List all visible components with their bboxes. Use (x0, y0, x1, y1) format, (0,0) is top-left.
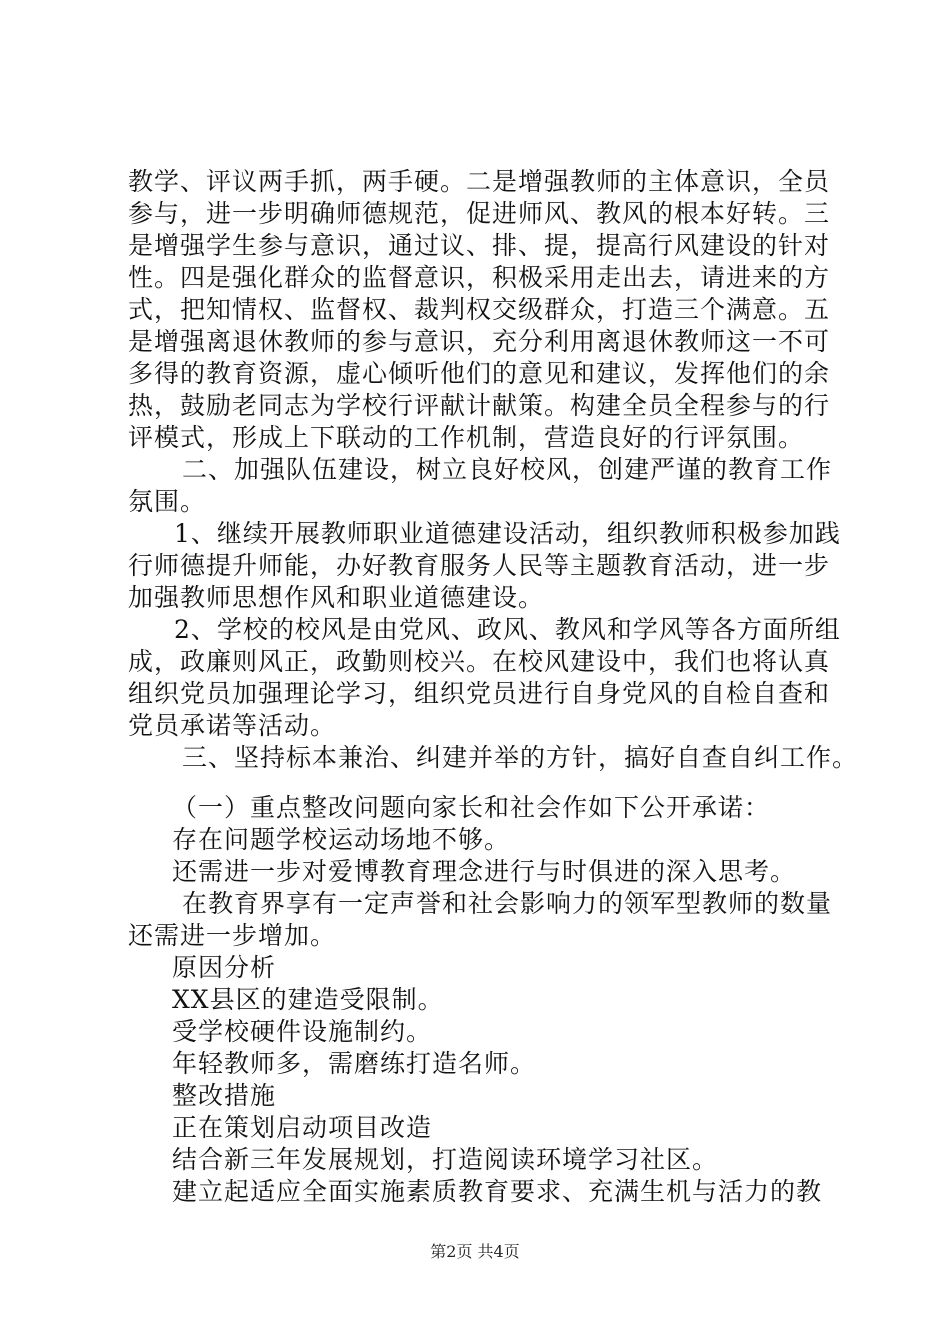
text-line: 教学、评议两手抓，两手硬。二是增强教师的主体意识，全员 (128, 167, 831, 196)
text-line: 氛围。 (128, 487, 207, 516)
text-line: 性。四是强化群众的监督意识，积极采用走出去，请进来的方 (128, 263, 831, 292)
text-line: 加强教师思想作风和职业道德建设。 (128, 583, 545, 612)
text-line: 在教育界享有一定声誉和社会影响力的领军型教师的数量 (182, 889, 833, 918)
paragraph-gap (128, 774, 848, 792)
text-line: 还需进一步对爱博教育理念进行与时俱进的深入思考。 (172, 857, 797, 886)
page-footer: 第2页 共4页 (430, 1242, 520, 1261)
text-line: 参与，进一步明确师德规范，促进师风、教风的根本好转。三 (128, 199, 831, 228)
text-line: 党员承诺等活动。 (128, 711, 337, 740)
text-line: 行师德提升师能，办好教育服务人民等主题教育活动，进一步 (128, 551, 831, 580)
text-line: 原因分析 (172, 953, 277, 982)
text-line: 1、继续开展教师职业道德建设活动，组织教师积极参加践 (174, 519, 841, 548)
text-line: 组织党员加强理论学习，组织党员进行自身党风的自检自查和 (128, 679, 831, 708)
text-line: 正在策划启动项目改造 (172, 1113, 433, 1142)
text-line: 是增强学生参与意识，通过议、排、提，提高行风建设的针对 (128, 231, 831, 260)
text-line: 还需进一步增加。 (128, 921, 337, 950)
text-line: 整改措施 (172, 1081, 277, 1110)
text-line: 2、学校的校风是由党风、政风、教风和学风等各方面所组 (174, 615, 841, 644)
text-line: 年轻教师多，需磨练打造名师。 (172, 1049, 537, 1078)
text-line: XX县区的建造受限制。 (172, 985, 444, 1014)
text-line: 结合新三年发展规划，打造阅读环境学习社区。 (172, 1145, 719, 1174)
text-line: 式，把知情权、监督权、裁判权交级群众，打造三个满意。五 (128, 295, 831, 324)
section-heading: 二、加强队伍建设，树立良好校风，创建严谨的教育工作 (182, 455, 833, 484)
text-line: 是增强离退休教师的参与意识，充分利用离退休教师这一不可 (128, 327, 831, 356)
text-line: 热，鼓励老同志为学校行评献计献策。构建全员全程参与的行 (128, 391, 831, 420)
text-line: 存在问题学校运动场地不够。 (172, 825, 511, 854)
section-heading: 三、坚持标本兼治、纠建并举的方针，搞好自查自纠工作。 (182, 743, 859, 772)
text-line: 成，政廉则风正，政勤则校兴。在校风建设中，我们也将认真 (128, 647, 831, 676)
text-line: 建立起适应全面实施素质教育要求、充满生机与活力的教 (172, 1177, 823, 1206)
subsection-heading: （一）重点整改问题向家长和社会作如下公开承诺： (172, 793, 771, 822)
text-line: 多得的教育资源，虚心倾听他们的意见和建议，发挥他们的余 (128, 359, 831, 388)
text-line: 评模式，形成上下联动的工作机制，营造良好的行评氛围。 (128, 423, 805, 452)
body-text (128, 166, 859, 1208)
text-line: 受学校硬件设施制约。 (172, 1017, 433, 1046)
